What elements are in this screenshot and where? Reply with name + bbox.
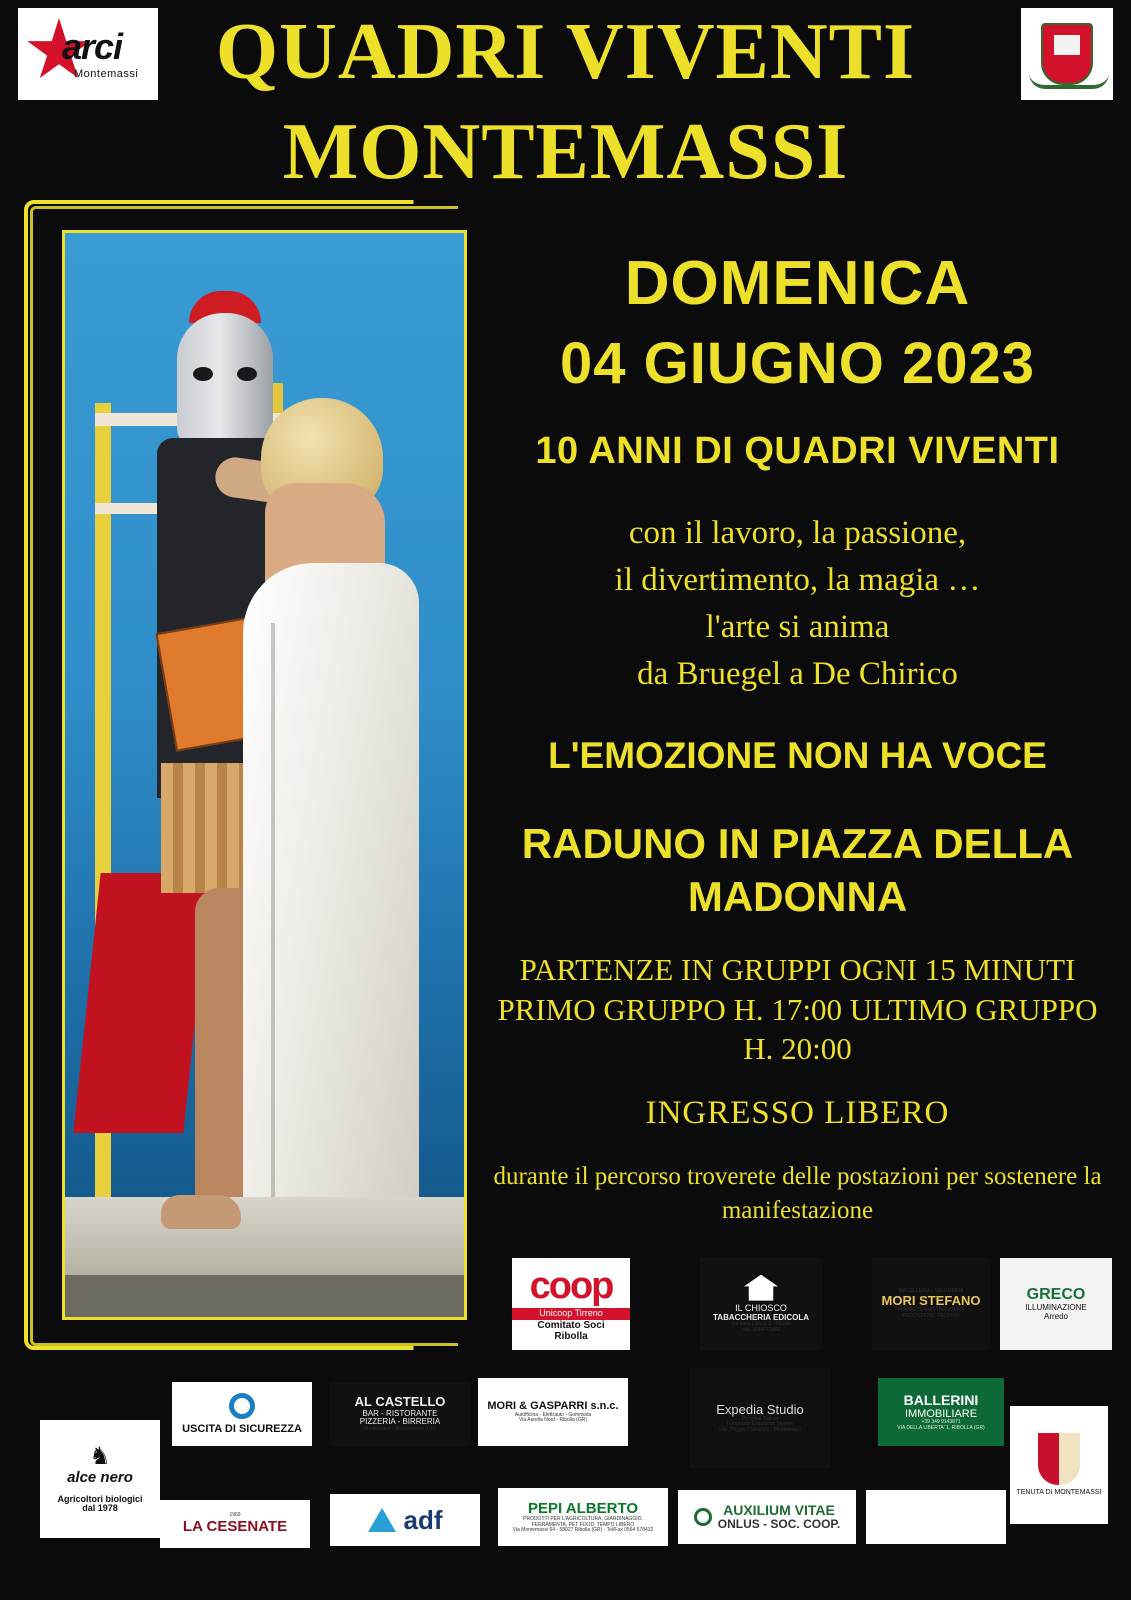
sponsor-sub2: Arredo <box>1043 1311 1068 1321</box>
event-tagline: L'EMOZIONE NON HA VOCE <box>548 735 1047 776</box>
sponsor-sub3: Loc. Poggio Cabianchi - Montemassi <box>719 1426 801 1433</box>
event-poetic-lines <box>480 510 1115 697</box>
sponsor-sub3: cell. 3284771968 <box>741 1326 781 1333</box>
sponsor-sub3: Via Montemassi 64 - 58027 Ribolla (GR) - Tel/Fax 0564 578432 <box>512 1527 654 1533</box>
photo-scaffold-left <box>95 403 111 1303</box>
sponsor-sub2: Via Aurelia Nord - Ribolla (GR) <box>519 1417 587 1424</box>
sponsor-sub2: +39 349 9143871 <box>921 1419 961 1426</box>
sponsor-sub1: PRODOTTI PER L'AGRICOLTURA, GIARDINAGGIO, <box>523 1516 643 1522</box>
meeting-line-2: PIAZZA DELLA MADONNA <box>687 820 1074 920</box>
bcc-icon <box>694 1508 712 1526</box>
poetic-line: l'arte si anima <box>705 608 890 645</box>
sponsor-logo-coop <box>512 1258 630 1350</box>
sponsor-name: LA CESENATE <box>182 1517 288 1535</box>
sponsor-sub1: Autofficina - Elettrauto - Gommista <box>514 1411 592 1418</box>
crest-icon <box>1041 23 1093 85</box>
comune-crest-logo <box>1021 8 1113 100</box>
sponsor-sub1: Unicoop Tirreno <box>512 1308 630 1320</box>
poetic-line: da Bruegel a De Chirico <box>637 655 958 692</box>
note-line-2: sostenere la manifestazione <box>721 1163 1102 1224</box>
sponsor-logo-uscita-di-sicurezza <box>172 1382 312 1446</box>
sponsor-logo-banca-centro <box>678 1490 856 1544</box>
horse-icon: ♞ <box>89 1442 111 1470</box>
photo-helmet <box>177 313 273 448</box>
event-note <box>480 1160 1115 1228</box>
sponsor-name: AL CASTELLO <box>354 1394 446 1410</box>
schedule-line: PARTENZE IN GRUPPI OGNI 15 MINUTI <box>519 952 1076 987</box>
sponsor-logo-mori-stefano <box>872 1258 990 1350</box>
event-meeting-point <box>480 818 1115 923</box>
sponsor-sub1: MACELLERIA - SALUMERIA <box>898 1287 964 1294</box>
page-title-line1: QUADRI VIVENTI <box>215 8 916 96</box>
sponsor-name: TENUTA DI MONTEMASSI <box>1016 1489 1102 1497</box>
sponsor-name: coop <box>529 1265 613 1308</box>
sponsor-logo-tenuta-di-montemassi <box>1010 1406 1108 1524</box>
sponsor-sub1: ILLUMINAZIONE <box>1025 1303 1087 1312</box>
sponsor-name: BALLERINI <box>903 1391 979 1408</box>
note-line-1: durante il percorso troverete delle postazioni per <box>493 1163 978 1190</box>
sponsor-name: alce nero <box>67 1469 133 1487</box>
event-day: DOMENICA <box>624 249 971 318</box>
sponsor-name: AUXILIUM VITAE <box>723 1501 835 1518</box>
sponsor-sub1: TABACCHERIA EDICOLA <box>713 1312 809 1322</box>
sponsor-sub2: PRODOTTI GASTRONOMICI <box>897 1307 965 1314</box>
sponsor-name: adf <box>403 1504 443 1535</box>
sponsor-name: GRECO <box>1026 1286 1086 1304</box>
house-icon <box>744 1275 778 1301</box>
arci-logo-subtitle: Montemassi <box>74 68 139 80</box>
sponsor-sub1: ONLUS - SOC. COOP. <box>717 1517 841 1532</box>
sponsor-name: MORI STEFANO <box>881 1293 981 1309</box>
sponsor-name: PEPI ALBERTO <box>527 1499 639 1517</box>
sponsor-logo-al-castello <box>330 1382 470 1446</box>
sponsor-logo-pepi-alberto <box>498 1488 668 1546</box>
triangle-icon <box>368 1508 396 1532</box>
schedule-line: ULTIMO GRUPPO H. 20:00 <box>743 991 1098 1067</box>
sponsor-sub2: Comitato Soci <box>537 1319 605 1331</box>
event-entry-info: INGRESSO LIBERO <box>645 1095 950 1131</box>
photo-canvas <box>65 233 464 1317</box>
sponsor-name: IL CHIOSCO <box>735 1302 787 1313</box>
sponsor-logo-alce-nero <box>40 1420 160 1538</box>
sponsor-logo-adf <box>330 1494 480 1546</box>
shield-icon <box>1038 1433 1080 1485</box>
event-schedule <box>480 950 1115 1069</box>
photo-floor-shadow <box>65 1275 464 1317</box>
sponsor-logo-ballerini <box>878 1378 1004 1446</box>
meeting-line-1: RADUNO IN <box>521 820 760 867</box>
event-anniversary: 10 ANNI DI QUADRI VIVENTI <box>535 430 1060 472</box>
sponsor-logo-chiosco <box>700 1258 822 1350</box>
schedule-line: PRIMO GRUPPO H. 17:00 <box>497 991 842 1027</box>
event-date: 04 GIUGNO 2023 <box>560 331 1035 396</box>
poster-header <box>0 0 1131 210</box>
sponsor-sub2: dal 1978 <box>82 1503 118 1514</box>
sponsor-logo-la-cesenate <box>160 1500 310 1548</box>
photo-red-cloth <box>73 873 210 1133</box>
ring-icon <box>229 1393 255 1419</box>
sponsor-sub2: FERRAMENTA, PET FOOD, TEMPO LIBERO <box>531 1521 635 1528</box>
sponsor-sub1: 1969 <box>229 1512 241 1518</box>
sponsor-logo-greco <box>1000 1258 1112 1350</box>
sponsor-sub1: Personal Trainer <box>741 1415 779 1422</box>
sponsor-logo-auxilium-vitae <box>866 1490 1006 1544</box>
poetic-line: il divertimento, la magia … <box>614 561 981 598</box>
sponsor-logo-mori-gasparri <box>478 1378 628 1446</box>
poetic-line: con il lavoro, la passione, <box>628 515 967 551</box>
page-title-line2: MONTEMASSI <box>282 108 849 196</box>
sponsor-sub3: VIA DELLA LIBERTA' 1, RIBOLLA (GR) <box>897 1424 985 1431</box>
sponsor-sub2: Gymnastic Expansion System <box>726 1421 794 1428</box>
sponsor-name: Expedia Studio <box>716 1401 804 1417</box>
photo-woman-dress <box>243 563 419 1283</box>
sponsor-sub2: Via della Libertà 3 - Ribolla <box>731 1321 791 1328</box>
sponsor-sub1: IMMOBILIARE <box>904 1408 978 1421</box>
sponsor-sub3: PRODUZIONE PROPRIA <box>902 1312 960 1319</box>
sponsor-sub3: Montemassi - Roccastrada (GR) <box>364 1426 436 1433</box>
sponsor-sub3: Ribolla <box>554 1330 588 1342</box>
sponsor-logo-expedia-studio <box>690 1368 830 1468</box>
arci-logo-name: arci <box>62 26 123 67</box>
sponsor-name: MORI & GASPARRI s.n.c. <box>487 1400 619 1413</box>
sponsor-sub1: BAR - RISTORANTE <box>362 1408 438 1418</box>
event-photo <box>62 230 467 1320</box>
sponsor-sub2: PIZZERIA - BIRRERIA <box>359 1417 441 1427</box>
photo-woman-foot <box>161 1195 241 1229</box>
sponsor-name: USCITA DI SICUREZZA <box>182 1422 302 1435</box>
sponsor-sub1: Agricoltori biologici <box>57 1493 143 1504</box>
